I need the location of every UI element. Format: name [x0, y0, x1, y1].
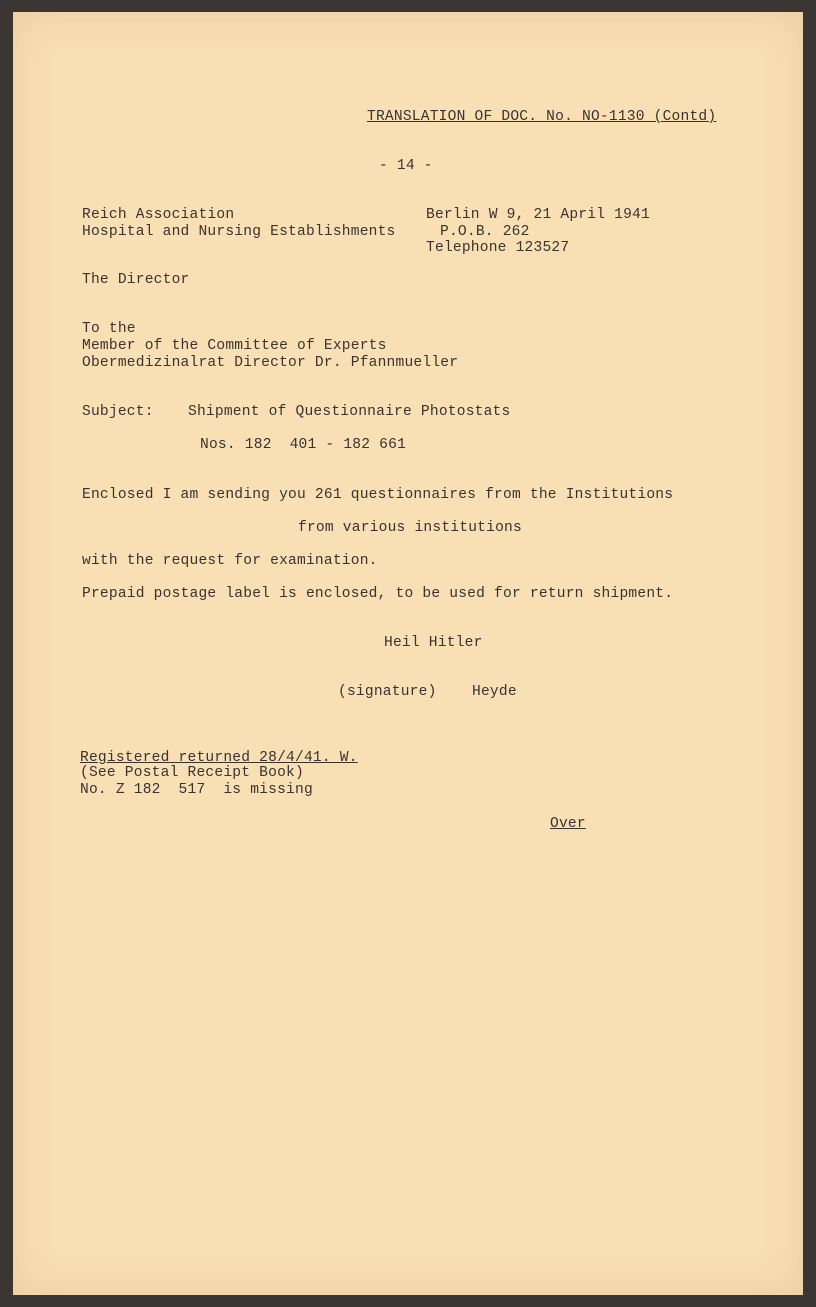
over-marker: Over: [550, 816, 586, 832]
body-paragraph-2: Prepaid postage label is enclosed, to be used for return shipment.: [82, 586, 674, 602]
subject-label: Subject:: [82, 404, 154, 420]
body-paragraph-1: Enclosed I am sending you 261 questionnaires from the Institutions: [82, 487, 674, 503]
page-number: - 14 -: [379, 158, 433, 174]
place-and-date: Berlin W 9, 21 April 1941: [426, 207, 650, 223]
recipient-line-3: Obermedizinalrat Director Dr. Pfannmueller: [82, 355, 459, 371]
closing-salutation: Heil Hitler: [384, 635, 483, 651]
document-reference: TRANSLATION OF DOC. No. NO-1130 (Contd): [367, 109, 717, 125]
signature-label: (signature): [338, 684, 437, 700]
subject-text: Shipment of Questionnaire Photostats: [188, 404, 511, 420]
recipient-line-1: To the: [82, 321, 136, 337]
recipient-line-2: Member of the Committee of Experts: [82, 338, 387, 354]
document-page: [13, 12, 803, 1295]
missing-item-note: No. Z 182 517 is missing: [80, 782, 313, 798]
post-office-box: P.O.B. 262: [440, 224, 530, 240]
signature-name: Heyde: [472, 684, 517, 700]
sender-name: Reich Association: [82, 207, 235, 223]
body-paragraph-1-continuation: from various institutions: [298, 520, 522, 536]
sender-title: The Director: [82, 272, 190, 288]
sender-department: Hospital and Nursing Establishments: [82, 224, 396, 240]
subject-numbers: Nos. 182 401 - 182 661: [200, 437, 407, 453]
registration-note: Registered returned 28/4/41. W.: [80, 750, 358, 766]
postal-receipt-note: (See Postal Receipt Book): [80, 765, 304, 781]
telephone: Telephone 123527: [426, 240, 570, 256]
body-paragraph-1-end: with the request for examination.: [82, 553, 378, 569]
